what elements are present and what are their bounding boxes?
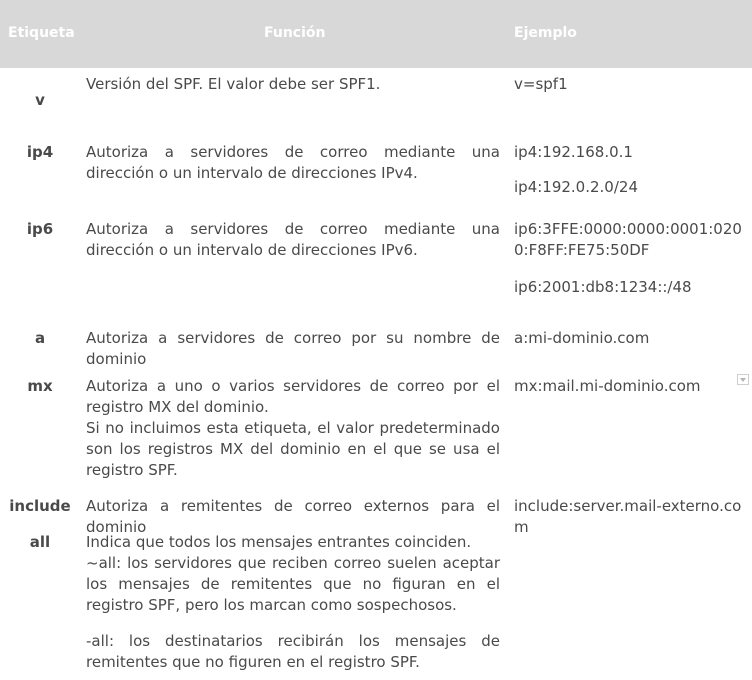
row-ip4-example xyxy=(514,142,750,198)
row-v-func xyxy=(86,74,500,95)
row-all-func xyxy=(86,532,500,673)
row-mx-example xyxy=(514,376,750,397)
row-ip6-func-line: Autoriza a servidores de correo mediante una dirección o un intervalo de direcciones IPv6. xyxy=(86,220,500,259)
row-mx-example-1: mx:mail.mi-dominio.com xyxy=(514,377,701,395)
header-etiqueta: Etiqueta xyxy=(8,25,75,41)
row-ip6-tag: ip6 xyxy=(26,220,54,238)
row-mx-func-line-1: Autoriza a uno o varios servidores de correo por el registro MX del dominio. xyxy=(86,377,500,416)
row-all-tag: all xyxy=(29,533,51,551)
row-all-func-line-3: -all: los destinatarios recibirán los mensajes de remitentes que no figuren en el registro SPF. xyxy=(86,632,500,671)
row-mx-tag: mx xyxy=(27,377,53,395)
row-v-func-line: Versión del SPF. El valor debe ser SPF1. xyxy=(86,75,381,93)
row-ip4-tag: ip4 xyxy=(26,143,54,161)
row-include-example xyxy=(514,496,750,538)
row-a-func-line: Autoriza a servidores de correo por su nombre de dominio xyxy=(86,329,500,368)
row-ip4-example-2: ip4:192.0.2.0/24 xyxy=(514,178,638,196)
row-ip6-example-1: ip6:3FFE:0000:0000:0001:0200:F8FF:FE75:50DF xyxy=(514,220,742,259)
row-all-func-line-2: ~all: los servidores que reciben correo suelen aceptar los mensajes de remitentes que no figuran en el registro SPF, pero los marcan como sospechosos. xyxy=(86,554,500,614)
row-ip6-func xyxy=(86,219,500,261)
header-funcion: Función xyxy=(264,25,326,41)
row-a-tag: a xyxy=(34,329,46,347)
row-a-example xyxy=(514,328,750,349)
dropdown-arrow-icon[interactable] xyxy=(737,374,749,385)
row-v-tag: v xyxy=(35,91,45,109)
row-include-func-line: Autoriza a remitentes de correo externos para el dominio xyxy=(86,497,500,536)
row-include-example-1: include:server.mail-externo.com xyxy=(514,497,742,536)
row-ip4-func xyxy=(86,142,500,184)
row-v-example xyxy=(514,74,750,95)
header-ejemplo: Ejemplo xyxy=(514,25,577,41)
row-ip4-func-line: Autoriza a servidores de correo mediante una dirección o un intervalo de direcciones IPv4. xyxy=(86,143,500,182)
row-include-tag: include xyxy=(9,497,71,515)
table-header xyxy=(0,0,752,68)
row-a-func xyxy=(86,328,500,370)
row-a-example-1: a:mi-dominio.com xyxy=(514,329,650,347)
row-mx-func-line-2: Si no incluimos esta etiqueta, el valor predeterminado son los registros MX del dominio en el que se usa el registro SPF. xyxy=(86,419,500,479)
row-v-example-1: v=spf1 xyxy=(514,75,568,93)
row-mx-func xyxy=(86,376,500,481)
row-ip6-example xyxy=(514,219,750,298)
row-ip4-example-1: ip4:192.168.0.1 xyxy=(514,143,633,161)
row-ip6-example-2: ip6:2001:db8:1234::/48 xyxy=(514,278,692,296)
row-all-func-line-1: Indica que todos los mensajes entrantes coinciden. xyxy=(86,533,472,551)
